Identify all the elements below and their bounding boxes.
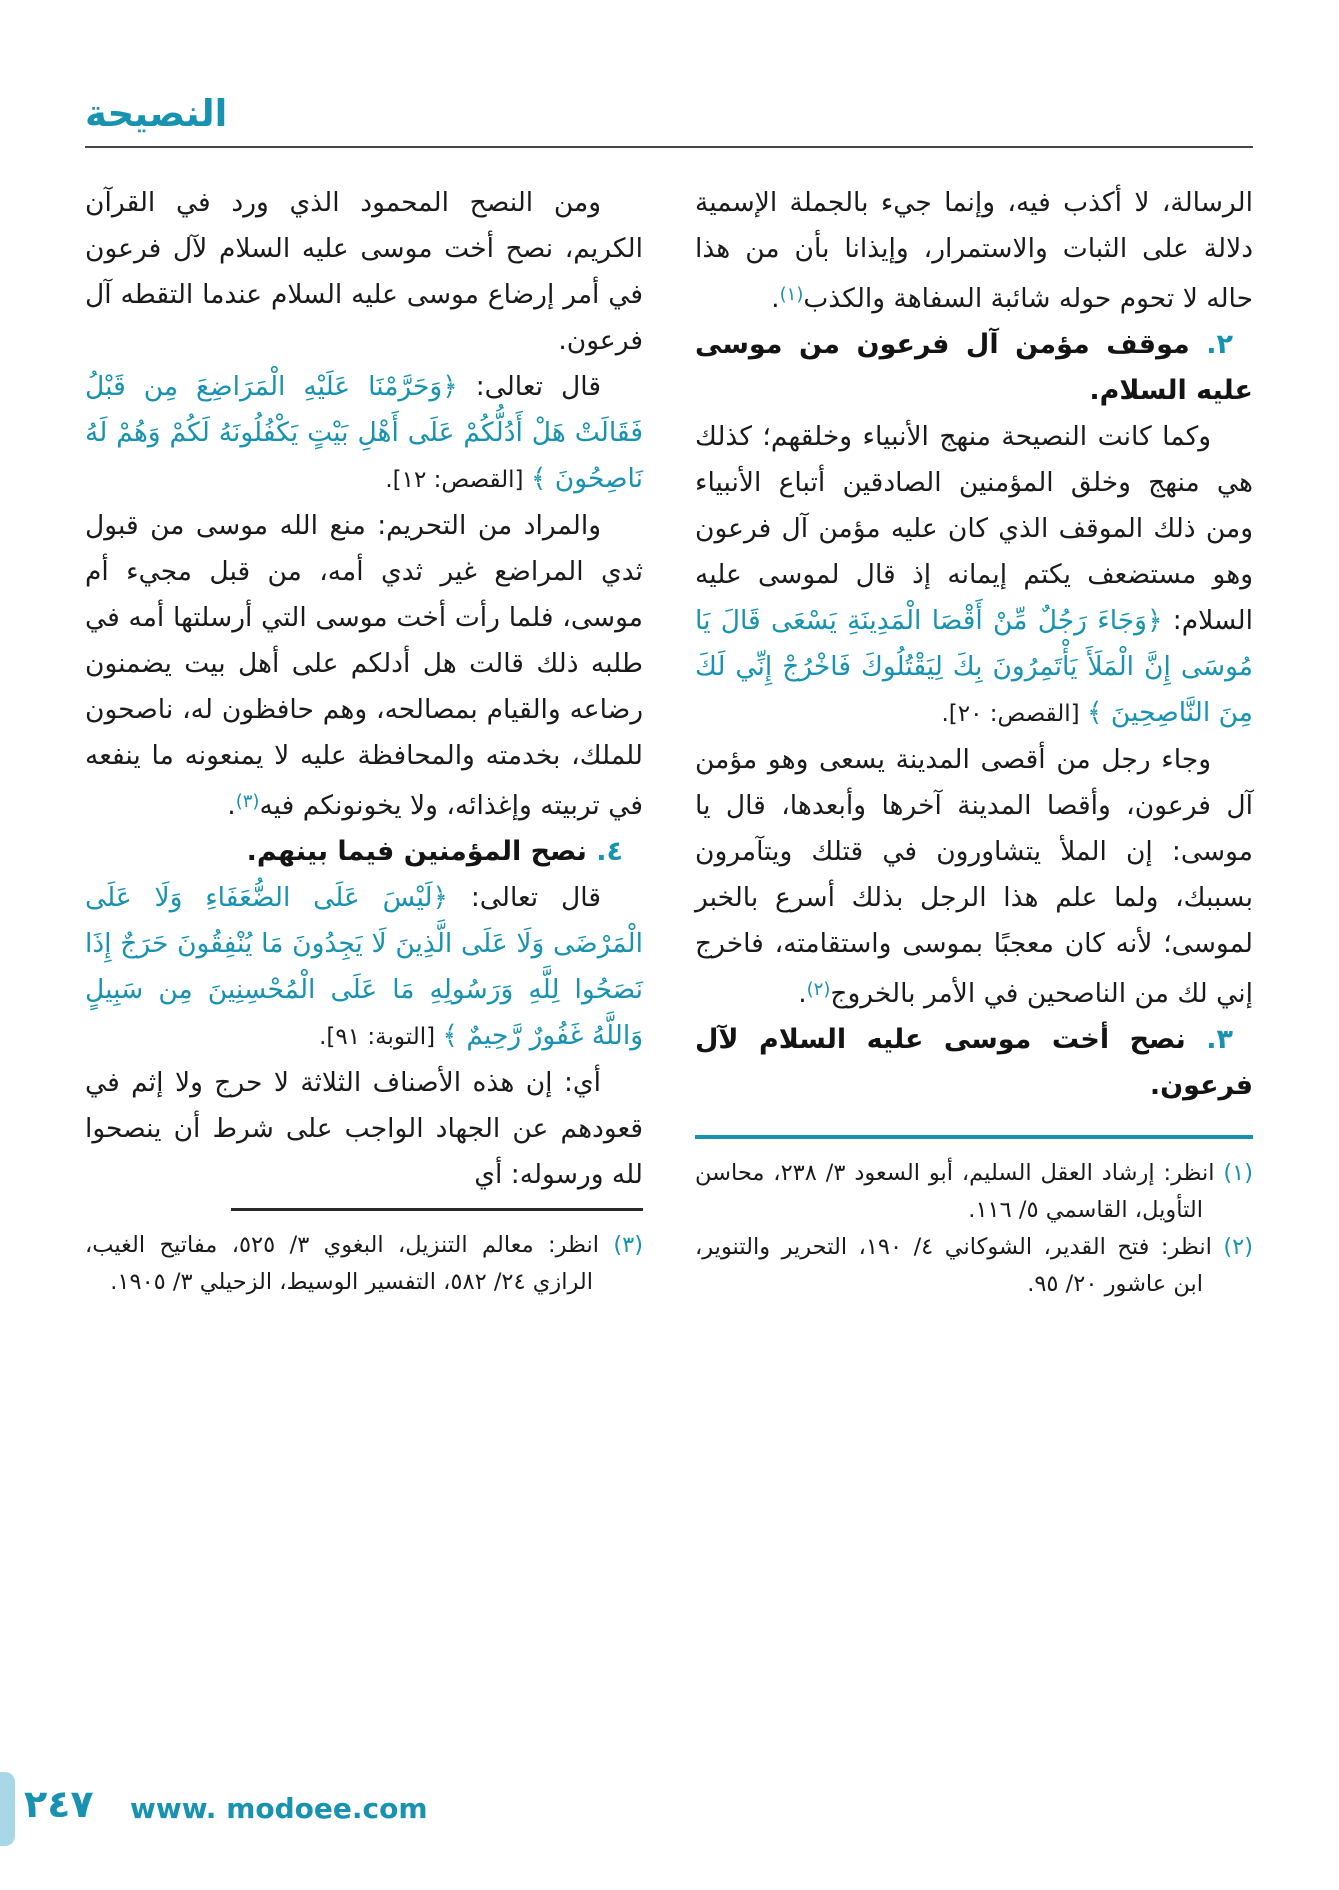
two-column-body — [85, 180, 1253, 1303]
paragraph-text: والمراد من التحريم: منع الله موسى من قبول ثدي المراضع غير ثدي أمه، من قبل مجيء أم موسى، فلما رأت أخت موسى التي أرسلتها أمه في طلبه ذلك قالت هل أدلكم على أهل بيت يضمنون رضاعه والقيام بمصالحه، وهم حافظون له، ناصحون للملك، بخدمته والمحافظة عليه لا يمنعونه ما ينفعه في تربيته وإغذائه، ولا يخونونكم فيه — [85, 510, 643, 821]
paragraph-verse-explanation — [695, 737, 1253, 1017]
paragraph-text: قال تعالى: — [448, 882, 601, 913]
section-heading-text: نصح المؤمنين فيما بينهم. — [246, 836, 587, 867]
section-heading-4 — [85, 829, 643, 875]
footnote-number: (١) — [1223, 1160, 1254, 1186]
section-number: ٣. — [1206, 1024, 1233, 1055]
footnote-separator — [695, 1135, 1253, 1139]
quran-verse-tawba-91: ﴿لَيْسَ عَلَى الضُّعَفَاءِ وَلَا عَلَى الْمَرْضَى وَلَا عَلَى الَّذِينَ لَا يَجِدُونَ مَا يُنْفِقُونَ حَرَجٌ إِذَا نَصَحُوا لِلَّهِ وَرَسُولِهِ مَا عَلَى الْمُحْسِنِينَ مِن سَبِيلٍ وَاللَّهُ غَفُورٌ رَّحِيمٌ ﴾ — [85, 882, 643, 1051]
section-number: ٢. — [1206, 329, 1233, 360]
paragraph-verse-qasas-12 — [85, 364, 643, 503]
footnote-marker: (٣) — [235, 791, 260, 812]
footnote-separator — [231, 1208, 643, 1211]
verse-reference: [القصص: ٢٠]. — [941, 701, 1087, 727]
paragraph-text: وكما كانت النصيحة منهج الأنبياء وخلقهم؛ كذلك هي منهج وخلق المؤمنين الصادقين أتباع الأنبياء ومن ذلك الموقف الذي كان عليه مؤمن آل فرعون وهو مستضعف يكتم إيمانه إذ قال لموسى عليه السلام: — [695, 421, 1253, 636]
paragraph-text: . — [798, 978, 807, 1009]
section-number: ٤. — [596, 836, 623, 867]
section-heading-text: موقف مؤمن آل فرعون من موسى عليه السلام. — [695, 329, 1253, 406]
verse-reference: [القصص: ١٢]. — [385, 467, 531, 493]
section-heading-2 — [695, 322, 1253, 414]
paragraph-text: . — [227, 790, 236, 821]
page-header-title: النصيحة — [85, 92, 228, 135]
header-divider — [85, 146, 1253, 148]
left-column — [85, 180, 643, 1303]
website-text: www. modoee.com — [130, 1792, 428, 1825]
section-heading-text: نصح أخت موسى عليه السلام لآل فرعون. — [695, 1024, 1253, 1101]
footnote-number: (٣) — [613, 1232, 643, 1258]
paragraph-risala-continuation — [695, 180, 1253, 322]
paragraph-text: أي: إن هذه الأصناف الثلاثة لا حرج ولا إثم في قعودهم عن الجهاد الواجب على شرط أن ينصحوا لله ورسوله: أي — [85, 1067, 643, 1190]
footnote-marker: (٢) — [806, 979, 831, 1000]
paragraph-text: الرسالة، لا أكذب فيه، وإنما جيء بالجملة الإسمية دلالة على الثبات والاستمرار، وإيذانا بأن من هذا حاله لا تحوم حوله شائبة السفاهة والكذب — [695, 187, 1253, 314]
footnote-1 — [695, 1155, 1253, 1229]
footnote-marker: (١) — [779, 284, 804, 305]
paragraph-text: . — [771, 283, 780, 314]
verse-reference: [التوبة: ٩١]. — [319, 1024, 443, 1050]
paragraph-verse-tawba-91 — [85, 875, 643, 1060]
section-heading-3 — [695, 1017, 1253, 1109]
page-header — [85, 92, 1253, 148]
paragraph-praised-advice — [85, 180, 643, 364]
paragraph-text: وجاء رجل من أقصى المدينة يسعى وهو مؤمن آل فرعون، وأقصا المدينة آخرها وأبعدها، قال يا موسى: إن الملأ يتشاورون في قتلك ويتآمرون بسببك، ولما علم هذا الرجل بذلك أسرع بالخبر لموسى؛ لأنه كان معجبًا بموسى واستقامته، فاخرج إني لك من الناصحين في الأمر بالخروج — [695, 744, 1253, 1009]
footnote-number: (٢) — [1223, 1234, 1253, 1260]
paragraph-three-categories — [85, 1060, 643, 1198]
footnote-text: انظر: إرشاد العقل السليم، أبو السعود ٣/ ٢٣٨، محاسن التأويل، القاسمي ٥/ ١١٦. — [695, 1160, 1215, 1223]
footnote-text: انظر: معالم التنزيل، البغوي ٣/ ٥٢٥، مفاتيح الغيب، الرازي ٢٤/ ٥٨٢، التفسير الوسيط، الزحيلي ٣/ ١٩٠٥. — [85, 1232, 599, 1295]
page-number: ٢٤٧ — [24, 1782, 94, 1826]
quran-verse-qasas-12: ﴿وَحَرَّمْنَا عَلَيْهِ الْمَرَاضِعَ مِن قَبْلُ فَقَالَتْ هَلْ أَدُلُّكُمْ عَلَى أَهْلِ بَيْتٍ يَكْفُلُونَهُ لَكُمْ وَهُمْ لَهُ نَاصِحُونَ ﴾ — [85, 371, 643, 494]
quran-verse-qasas-20: ﴿وَجَاءَ رَجُلٌ مِّنْ أَقْصَا الْمَدِينَةِ يَسْعَى قَالَ يَا مُوسَى إِنَّ الْمَلَأَ يَأْتَمِرُونَ بِكَ لِيَقْتُلُوكَ فَاخْرُجْ إِنِّي لَكَ مِنَ النَّاصِحِينَ ﴾ — [695, 605, 1253, 728]
footnote-text: انظر: فتح القدير، الشوكاني ٤/ ١٩٠، التحرير والتنوير، ابن عاشور ٢٠/ ٩٥. — [695, 1234, 1212, 1297]
paragraph-text: ومن النصح المحمود الذي ورد في القرآن الكريم، نصح أخت موسى عليه السلام لآل فرعون في أمر إرضاع موسى عليه السلام عندما التقطه آل فرعون. — [85, 187, 643, 356]
paragraph-tahrim-explanation — [85, 503, 643, 829]
paragraph-believer-of-pharaoh — [695, 414, 1253, 737]
footnote-3 — [85, 1227, 643, 1301]
page-edge-tab — [0, 1772, 15, 1846]
paragraph-text: قال تعالى: — [457, 371, 602, 402]
footnote-2 — [695, 1229, 1253, 1303]
right-column — [695, 180, 1253, 1303]
